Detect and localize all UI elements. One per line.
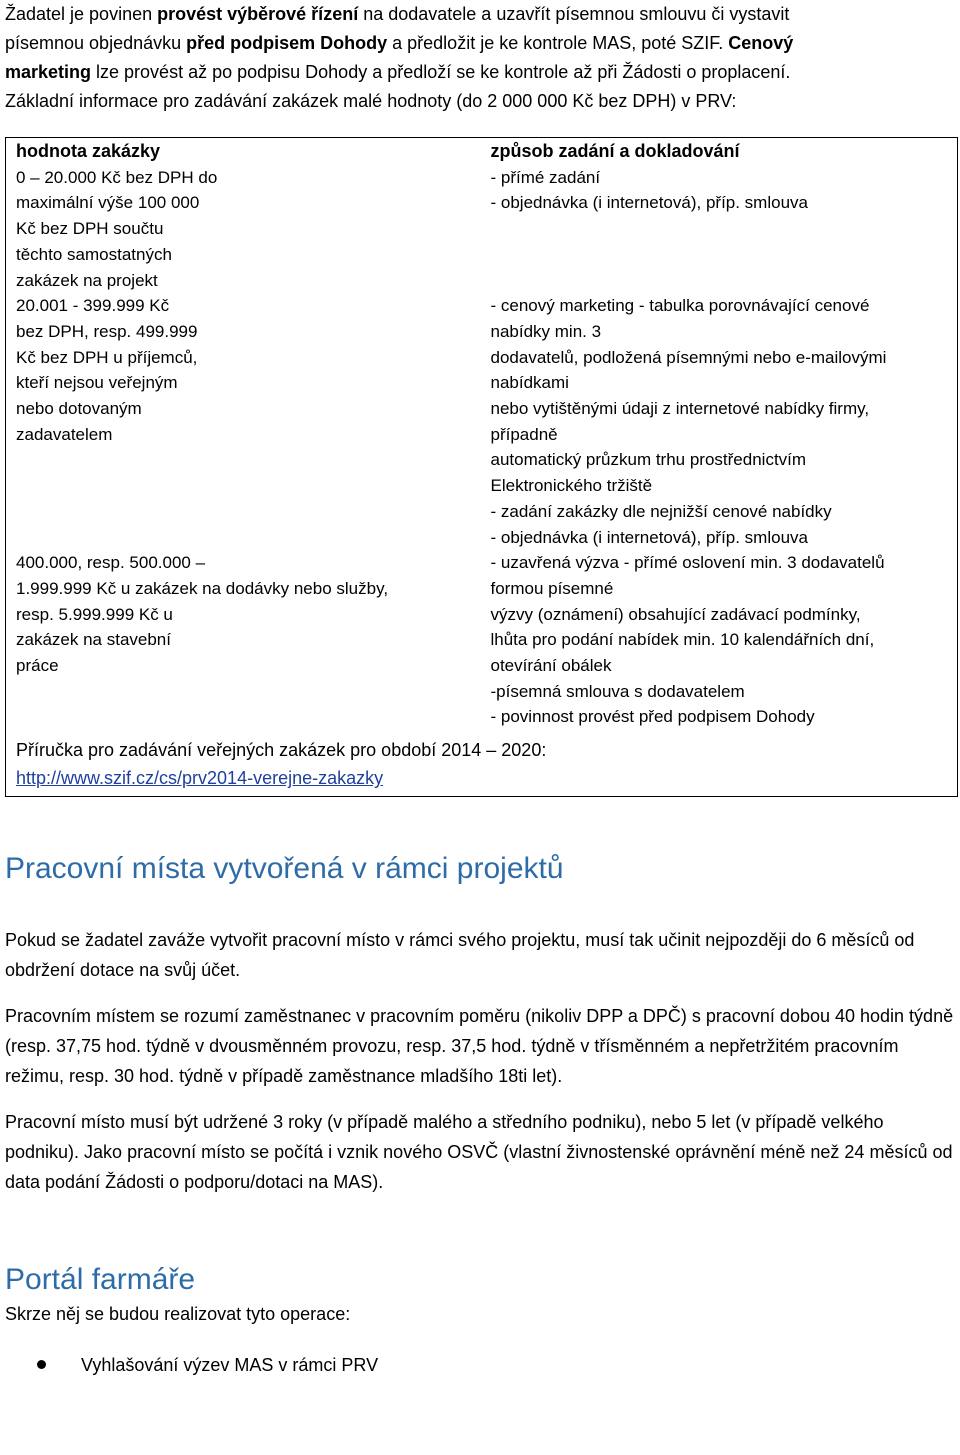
intro-text: Žadatel je povinen [5, 4, 158, 24]
cell-line: resp. 5.999.999 Kč u [16, 604, 173, 624]
intro-line-3 [5, 58, 957, 87]
cell-note [6, 730, 958, 797]
cell-line: otevírání obálek [490, 656, 612, 676]
cell-line: nabídkami [490, 373, 569, 393]
intro-section [5, 0, 957, 116]
cell-line: těchto samostatných [16, 244, 172, 264]
list-item-label: Vyhlašování výzev MAS v rámci PRV [81, 1355, 379, 1376]
cell-line: formou písemné [490, 578, 614, 598]
jobs-section [5, 852, 957, 1197]
portal-section [5, 1263, 957, 1379]
table-row [6, 293, 958, 550]
table-intro-heading: Základní informace pro zadávání zakázek malé hodnoty (do 2 000 000 Kč bez DPH) v PRV: [5, 91, 737, 111]
cell-line: výzvy (oznámení) obsahující zadávací podmínky, [490, 604, 861, 624]
cell-line: automatický průzkum trhu prostřednictvím [490, 450, 807, 470]
cell-line: 400.000, resp. 500.000 – [16, 553, 206, 573]
cell-line: nebo vytištěnými údaji z internetové nabídky firmy, [490, 399, 870, 419]
cell-line: zadavatelem [16, 424, 113, 444]
intro-emphasis: provést výběrové řízení [157, 4, 359, 24]
cell-line: nebo dotovaným [16, 399, 142, 419]
cell-method [481, 550, 958, 730]
intro-line-1 [5, 0, 957, 29]
table-note-row [6, 730, 958, 797]
cell-line: maximální výše 100 000 [16, 193, 200, 213]
cell-line: lhůta pro podání nabídek min. 10 kalendářních dní, [490, 630, 875, 650]
cell-value [6, 550, 481, 730]
table-header-row [6, 138, 958, 165]
szif-link[interactable]: http://www.szif.cz/cs/prv2014-verejne-zakazky [16, 768, 384, 789]
list-item [81, 1351, 957, 1379]
jobs-paragraph-3: Pracovní místo musí být udržené 3 roky (v případě malého a středního podniku), nebo 5 let (v případě velkého podniku). Jako pracovní místo se počítá i vznik nového OSVČ (vlastní živnostenské oprávnění méně než 24 měsíců od data podání Žádosti o podporu/dotaci na MAS). [5, 1112, 953, 1193]
cell-line: - uzavřená výzva - přímé oslovení min. 3 dodavatelů [490, 553, 885, 573]
section-title-jobs: Pracovní místa vytvořená v rámci projektů [5, 852, 564, 886]
cell-value [6, 293, 481, 550]
portal-intro: Skrze něj se budou realizovat tyto operace: [5, 1304, 351, 1325]
cell-line: - přímé zadání [490, 167, 601, 187]
cell-line: - zadání zakázky dle nejnižší cenové nabídky [490, 501, 832, 521]
cell-line: 1.999.999 Kč u zakázek na dodávky nebo služby, [16, 578, 389, 598]
cell-line: zakázek na projekt [16, 270, 158, 290]
cell-line: práce [16, 656, 59, 676]
header-method: způsob zadání a dokladování [481, 138, 958, 165]
cell-line: zakázek na stavební [16, 630, 171, 650]
cell-line: Kč bez DPH u příjemců, [16, 347, 198, 367]
cell-line: - objednávka (i internetová), příp. smlouva [490, 527, 808, 547]
cell-line: - cenový marketing - tabulka porovnávající cenové [490, 296, 870, 316]
cell-method [481, 165, 958, 294]
cell-line: kteří nejsou veřejným [16, 373, 178, 393]
intro-text: písemnou objednávku [5, 33, 187, 53]
cell-line: nabídky min. 3 [490, 321, 602, 341]
intro-line-2 [5, 29, 957, 58]
cell-line: 0 – 20.000 Kč bez DPH do [16, 167, 218, 187]
jobs-paragraph-1: Pokud se žadatel zaváže vytvořit pracovní místo v rámci svého projektu, musí tak učinit nejpozději do 6 měsíců od obdržení dotace na svůj účet. [5, 930, 915, 981]
cell-line: případně [490, 424, 558, 444]
cell-line: Kč bez DPH součtu [16, 219, 164, 239]
cell-line: Elektronického tržiště [490, 476, 653, 496]
procurement-table [5, 137, 958, 797]
cell-line: - objednávka (i internetová), příp. smlouva [490, 193, 808, 213]
cell-method [481, 293, 958, 550]
intro-text: na dodavatele a uzavřít písemnou smlouvu či vystavit [358, 4, 790, 24]
table-row [6, 165, 958, 294]
intro-emphasis: Cenový [728, 33, 794, 53]
table-note: Příručka pro zadávání veřejných zakázek pro období 2014 – 2020: [16, 740, 547, 761]
intro-text: a předložit je ke kontrole MAS, poté SZIF. [387, 33, 729, 53]
cell-value [6, 165, 481, 294]
intro-text: lze provést až po podpisu Dohody a předloží se ke kontrole až při Žádosti o proplacení. [91, 62, 791, 82]
cell-line: 20.001 - 399.999 Kč [16, 296, 170, 316]
portal-operations-list [5, 1351, 957, 1379]
cell-line: bez DPH, resp. 499.999 [16, 321, 198, 341]
section-title-portal: Portál farmáře [5, 1263, 196, 1297]
table-row [6, 550, 958, 730]
document-page [5, 0, 957, 1379]
intro-emphasis: před podpisem Dohody [186, 33, 388, 53]
header-value: hodnota zakázky [6, 138, 481, 165]
cell-line: -písemná smlouva s dodavatelem [490, 681, 745, 701]
jobs-paragraph-2: Pracovním místem se rozumí zaměstnanec v pracovním poměru (nikoliv DPP a DPČ) s pracovní dobou 40 hodin týdně (resp. 37,75 hod. týdně v dvousměnném provozu, resp. 37,5 hod. týdně v třísměnném a nepřetržitém pracovním režimu, resp. 30 hod. týdně v případě zaměstnance mladšího 18ti let). [5, 1006, 954, 1087]
cell-line: dodavatelů, podložená písemnými nebo e-mailovými [490, 347, 887, 367]
intro-emphasis: marketing [5, 62, 92, 82]
cell-line: - povinnost provést před podpisem Dohody [490, 707, 815, 727]
bullet-icon [37, 1360, 46, 1369]
